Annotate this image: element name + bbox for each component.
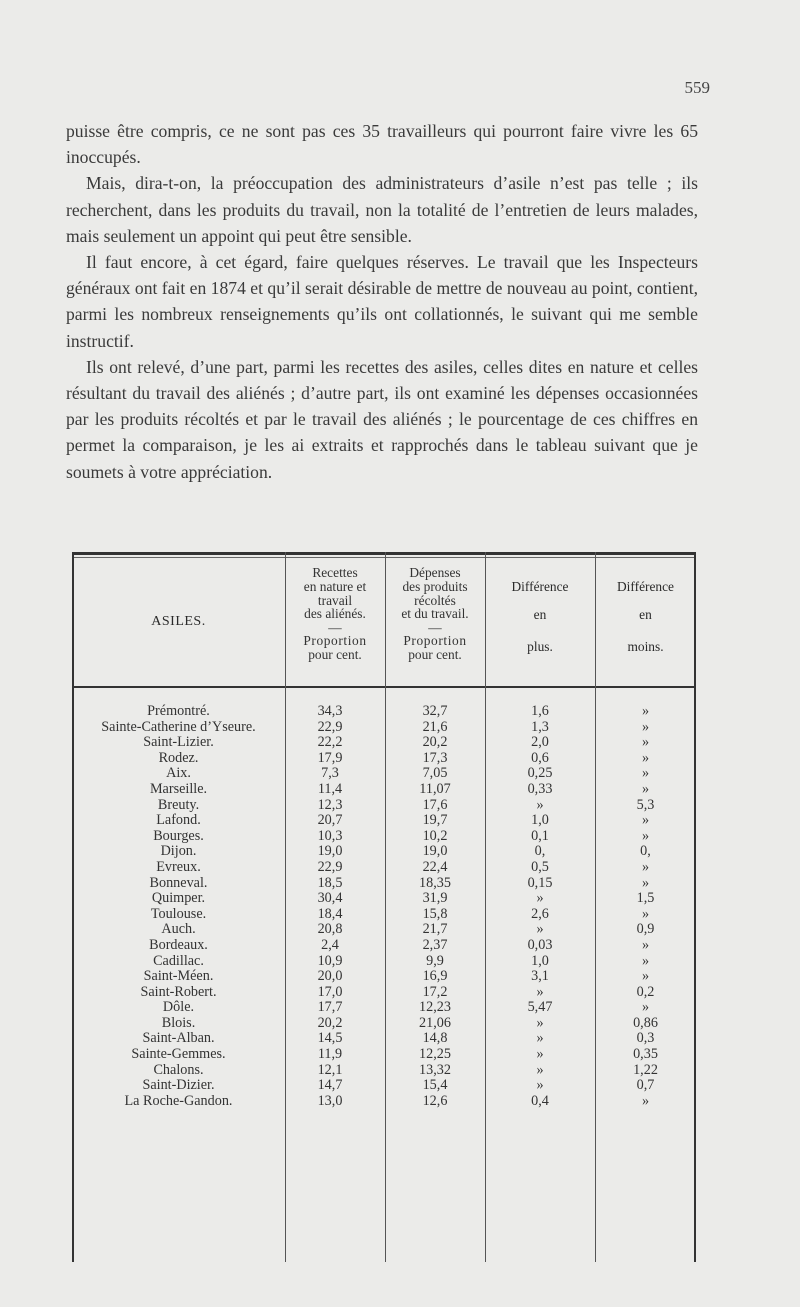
cell-recettes: 34,3 (317, 703, 343, 719)
header-line: travail (317, 592, 353, 608)
table-row (72, 1063, 696, 1079)
cell-diff-plus: » (536, 1030, 544, 1047)
cell-recettes: 20,8 (317, 921, 343, 938)
cell-diff-moins: » (641, 827, 650, 844)
paragraph-2: Mais, dira-t-on, la préoccupation des administrateurs d’asile n’est pas telle ; ils recherchent, dans les produits du travail, non la totalité de l’entretien de leurs malades, mais seulement un appoint qui peut être sensible. (66, 173, 698, 246)
paragraph-4: Ils ont relevé, d’une part, parmi les recettes des asiles, celles dites en nature et celles résultant du travail des aliénés ; d’autre part, ils ont examiné les dépenses occasionnées par les produits récoltés et par le travail des aliénés ; le pourcentage de ces chiffres en permet la comparaison, je les ai extraits et rapprochés dans le tableau suivant que je soumets à votre appréciation. (66, 356, 698, 482)
cell-asile: Aix. (166, 765, 191, 782)
cell-diff-plus: 0,15 (527, 874, 553, 891)
cell-recettes: 14,5 (317, 1030, 343, 1047)
cell-depenses: 21,06 (419, 1014, 451, 1031)
cell-recettes: 20,0 (317, 968, 343, 985)
cell-diff-moins: » (641, 780, 650, 797)
cell-asile: Dijon. (160, 843, 197, 860)
cell-recettes: 30,4 (317, 890, 343, 907)
cell-diff-moins: » (641, 999, 650, 1016)
cell-recettes: 12,3 (317, 796, 343, 813)
cell-diff-plus: 2,0 (531, 734, 549, 751)
cell-recettes: 13,0 (317, 1092, 343, 1109)
cell-depenses: 12,6 (422, 1092, 448, 1109)
cell-diff-moins: » (641, 812, 650, 829)
cell-diff-moins: 1,5 (636, 890, 655, 907)
table-row (72, 1031, 696, 1047)
cell-diff-plus: » (536, 983, 544, 1000)
cell-diff-moins: » (641, 858, 650, 875)
header-recettes (285, 566, 385, 662)
cell-recettes: 22,9 (317, 858, 343, 875)
cell-asile: Sainte-Gemmes. (131, 1046, 226, 1063)
cell-depenses: 11,07 (419, 780, 451, 797)
header-asiles: ASILES. (151, 614, 206, 629)
cell-recettes: 2,4 (321, 936, 339, 953)
paragraph-1: puisse être compris, ce ne sont pas ces 35 travailleurs qui pourront faire vivre les 65 inoccupés. (66, 121, 698, 168)
paragraph-3: Il faut encore, à cet égard, faire quelques réserves. Le travail que les Inspecteurs généraux ont fait en 1874 et qu’il serait désirable de mettre de nouveau au point, contient, parmi les nombreux renseignements qu’ils ont collationnés, le suivant qui me semble instructif. (66, 252, 698, 351)
cell-diff-plus: 0,1 (531, 827, 549, 844)
cell-diff-plus: » (536, 921, 544, 938)
header-diff-plus (485, 580, 595, 654)
header-line: pour cent. (308, 646, 362, 662)
header-depenses (385, 566, 485, 662)
cell-diff-moins: » (641, 936, 650, 953)
cell-recettes: 11,4 (317, 780, 343, 797)
table-row (72, 922, 696, 938)
cell-asile: Dôle. (162, 999, 195, 1016)
header-line: en nature et (303, 578, 367, 594)
cell-asile: Bonneval. (149, 874, 208, 891)
cell-diff-plus: » (536, 1014, 544, 1031)
page-number: 559 (684, 78, 710, 97)
cell-asile: Toulouse. (150, 905, 207, 922)
cell-depenses: 14,8 (422, 1030, 448, 1047)
asylum-table (72, 552, 696, 1262)
table-row (72, 891, 696, 907)
header-line: Différence (511, 579, 569, 594)
cell-recettes: 18,5 (317, 874, 343, 891)
cell-diff-plus: 5,47 (527, 999, 553, 1016)
table-row (72, 1000, 696, 1016)
table-row (72, 1047, 696, 1063)
cell-depenses: 16,9 (422, 968, 448, 985)
header-line: Proportion (403, 633, 467, 649)
cell-diff-plus: » (536, 796, 544, 813)
cell-depenses: 22,4 (422, 858, 448, 875)
cell-diff-moins: 5,3 (636, 796, 655, 813)
header-line: des produits (402, 578, 468, 594)
cell-asile: La Roche-Gandon. (124, 1092, 233, 1109)
table-row (72, 720, 696, 736)
table-top-rule (72, 552, 696, 555)
header-line: Dépenses (409, 565, 461, 580)
cell-depenses: 17,6 (422, 796, 448, 813)
cell-depenses: 21,6 (422, 718, 448, 735)
cell-diff-moins: 0,35 (633, 1046, 658, 1063)
cell-diff-plus: 0,03 (527, 936, 553, 953)
cell-depenses: 15,8 (422, 905, 448, 922)
cell-recettes: 7,3 (321, 765, 339, 782)
cell-diff-moins: » (641, 749, 650, 766)
table-row (72, 954, 696, 970)
cell-asile: Saint-Lizier. (143, 734, 214, 751)
cell-diff-plus: 0,5 (531, 858, 549, 875)
cell-asile: Saint-Robert. (140, 983, 217, 1000)
table-row (72, 907, 696, 923)
cell-depenses: 20,2 (422, 734, 448, 751)
cell-depenses: 17,2 (422, 983, 448, 1000)
cell-depenses: 12,25 (419, 1046, 451, 1063)
table-row (72, 829, 696, 845)
header-line: pour cent. (408, 646, 462, 662)
header-line: et du travail. (401, 606, 469, 622)
cell-diff-plus: » (536, 1077, 544, 1094)
header-line: en (533, 607, 547, 622)
cell-asile: Saint-Dizier. (142, 1077, 215, 1094)
cell-diff-moins: » (641, 968, 650, 985)
cell-asile: Blois. (161, 1014, 196, 1031)
cell-asile: Bordeaux. (149, 936, 208, 953)
cell-recettes: 10,9 (317, 952, 343, 969)
header-line: plus. (527, 639, 553, 654)
cell-depenses: 32,7 (422, 703, 448, 719)
cell-depenses: 15,4 (422, 1077, 448, 1094)
cell-diff-moins: » (641, 718, 650, 735)
cell-diff-moins: 1,22 (633, 1061, 658, 1078)
cell-recettes: 17,7 (317, 999, 343, 1016)
cell-diff-plus: 2,6 (531, 905, 549, 922)
cell-diff-plus: » (536, 890, 544, 907)
cell-diff-plus: 1,6 (531, 703, 549, 719)
table-row (72, 985, 696, 1001)
cell-diff-moins: » (641, 952, 650, 969)
cell-diff-moins: » (641, 765, 650, 782)
cell-diff-plus: 1,0 (531, 952, 549, 969)
table-row (72, 1094, 696, 1110)
header-dash: — (428, 620, 442, 636)
header-line: récoltés (414, 592, 456, 608)
cell-recettes: 19,0 (317, 843, 343, 860)
cell-recettes: 14,7 (317, 1077, 343, 1094)
cell-depenses: 21,7 (422, 921, 448, 938)
cell-diff-moins: 0,3 (636, 1030, 655, 1047)
table-row (72, 798, 696, 814)
header-line: Proportion (303, 633, 367, 649)
cell-asile: Prémontré. (147, 703, 210, 719)
table-row (72, 860, 696, 876)
cell-asile: Breuty. (157, 796, 200, 813)
cell-diff-plus: 0,33 (527, 780, 553, 797)
cell-recettes: 12,1 (317, 1061, 343, 1078)
cell-diff-moins: 0,9 (636, 921, 655, 938)
cell-depenses: 7,05 (422, 765, 448, 782)
table-row (72, 813, 696, 829)
cell-asile: Bourges. (153, 827, 204, 844)
table-row (72, 751, 696, 767)
cell-asile: Lafond. (156, 812, 201, 829)
cell-diff-moins: 0,7 (636, 1077, 655, 1094)
cell-diff-plus: 0,4 (531, 1092, 549, 1109)
cell-asile: Quimper. (151, 890, 206, 907)
cell-depenses: 12,23 (419, 999, 451, 1016)
header-line: en (639, 607, 652, 622)
cell-asile: Saint-Méen. (143, 968, 214, 985)
table-row (72, 782, 696, 798)
cell-depenses: 9,9 (426, 952, 444, 969)
cell-asile: Chalons. (153, 1061, 204, 1078)
cell-diff-plus: 3,1 (531, 968, 549, 985)
table-row (72, 1016, 696, 1032)
header-line: des aliénés. (304, 606, 366, 622)
cell-recettes: 10,3 (317, 827, 343, 844)
table-row (72, 938, 696, 954)
cell-diff-moins: » (641, 1092, 650, 1109)
table-row (72, 969, 696, 985)
table-row (72, 876, 696, 892)
cell-diff-plus: 0, (534, 843, 546, 860)
cell-diff-plus: 0,6 (531, 749, 549, 766)
cell-recettes: 17,0 (317, 983, 343, 1000)
header-line: Recettes (312, 565, 358, 580)
cell-diff-plus: 1,0 (531, 812, 549, 829)
cell-depenses: 2,37 (422, 936, 448, 953)
cell-recettes: 17,9 (317, 749, 343, 766)
table-top-rule-thin (72, 557, 696, 558)
cell-recettes: 18,4 (317, 905, 343, 922)
cell-diff-plus: 1,3 (531, 718, 549, 735)
cell-recettes: 20,7 (317, 812, 343, 829)
cell-asile: Auch. (161, 921, 196, 938)
cell-depenses: 13,32 (419, 1061, 451, 1078)
cell-diff-plus: » (536, 1061, 544, 1078)
cell-diff-moins: » (641, 905, 650, 922)
table-body (72, 704, 696, 1109)
header-line: Différence (617, 579, 674, 594)
table-row (72, 1078, 696, 1094)
table-row (72, 704, 696, 720)
cell-asile: Marseille. (149, 780, 208, 797)
table-row (72, 844, 696, 860)
cell-depenses: 18,35 (419, 874, 451, 891)
cell-diff-moins: 0, (640, 843, 651, 860)
cell-diff-plus: 0,25 (527, 765, 553, 782)
table-header-rule (72, 686, 696, 688)
cell-depenses: 31,9 (422, 890, 448, 907)
cell-asile: Cadillac. (153, 952, 204, 969)
cell-diff-moins: 0,86 (633, 1014, 658, 1031)
cell-asile: Rodez. (158, 749, 199, 766)
cell-diff-moins: » (641, 734, 650, 751)
cell-asile: Sainte-Catherine d’Yseure. (101, 718, 256, 735)
cell-recettes: 20,2 (317, 1014, 343, 1031)
cell-depenses: 17,3 (422, 749, 448, 766)
cell-depenses: 19,7 (422, 812, 448, 829)
cell-diff-plus: » (536, 1046, 544, 1063)
cell-diff-moins: » (641, 874, 650, 891)
cell-recettes: 11,9 (317, 1046, 343, 1063)
cell-depenses: 10,2 (422, 827, 448, 844)
table-row (72, 766, 696, 782)
header-diff-moins (595, 580, 696, 654)
cell-depenses: 19,0 (422, 843, 448, 860)
cell-recettes: 22,2 (317, 734, 343, 751)
cell-recettes: 22,9 (317, 718, 343, 735)
header-line: moins. (627, 639, 664, 654)
table-row (72, 735, 696, 751)
cell-asile: Saint-Alban. (142, 1030, 215, 1047)
header-dash: — (328, 620, 342, 636)
body-text (66, 118, 698, 485)
cell-diff-moins: » (641, 703, 650, 719)
cell-asile: Evreux. (156, 858, 201, 875)
cell-diff-moins: 0,2 (636, 983, 655, 1000)
